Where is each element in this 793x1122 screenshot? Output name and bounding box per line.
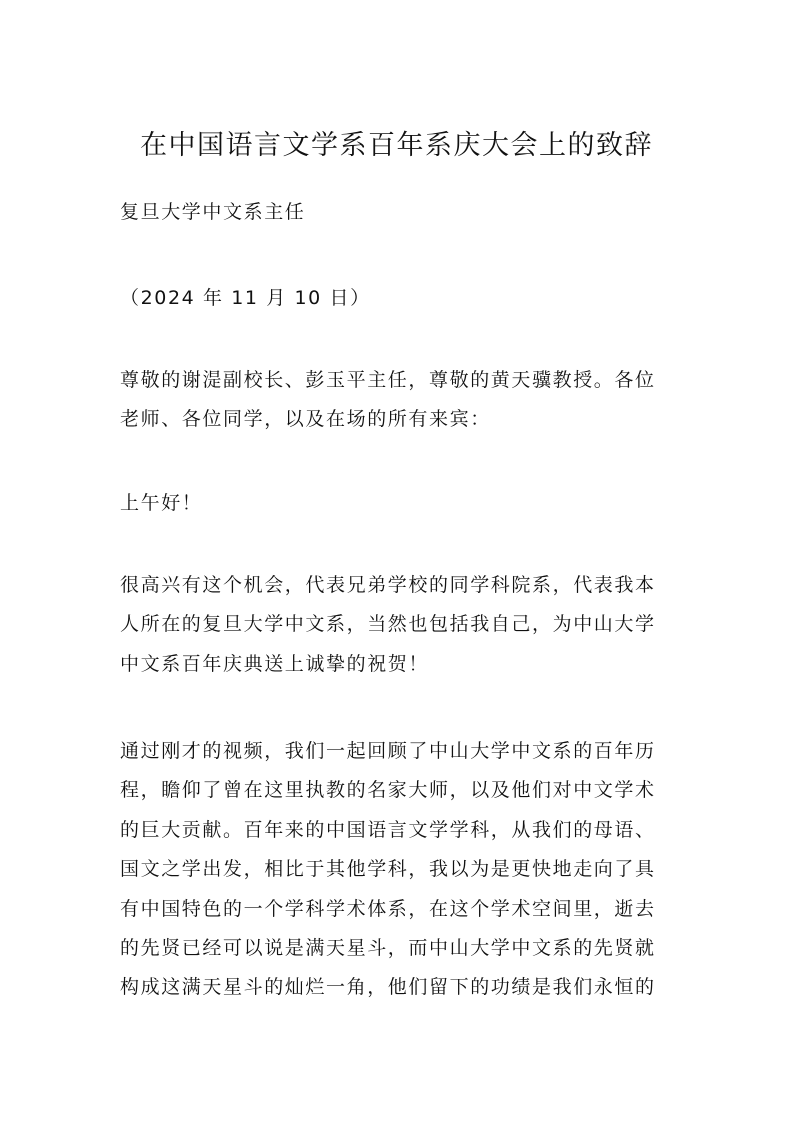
text-line: 构成这满天星斗的灿烂一角，他们留下的功绩是我们永恒的 (120, 976, 656, 999)
salutation-paragraph (120, 361, 680, 440)
text-line: 很高兴有这个机会，代表兄弟学校的同学科院系，代表我本 (120, 574, 656, 596)
text-line: 有中国特色的一个学科学术体系，在这个学术空间里，逝去 (120, 897, 656, 920)
history-paragraph (120, 732, 680, 1008)
text-line: 的巨大贡献。百年来的中国语言文学学科，从我们的母语、 (120, 818, 656, 841)
text-line: 程，瞻仰了曾在这里执教的名家大师，以及他们对中文学术 (120, 779, 656, 802)
text-line: 尊敬的谢湜副校长、彭玉平主任，尊敬的黄天骥教授。各位 (120, 369, 656, 391)
greeting-paragraph: 上午好！ (120, 492, 203, 514)
text-line: 中文系百年庆典送上诚挚的祝贺！ (120, 652, 430, 675)
congratulation-paragraph (120, 566, 680, 684)
speaker-affiliation: 复旦大学中文系主任 (120, 201, 306, 223)
document-title: 在中国语言文学系百年系庆大会上的致辞 (140, 130, 653, 161)
text-line: 国文之学出发，相比于其他学科，我以为是更快地走向了具 (120, 858, 656, 881)
text-line: 人所在的复旦大学中文系，当然也包括我自己，为中山大学 (120, 613, 656, 636)
speech-date: （2024 年 11 月 10 日） (120, 287, 371, 309)
text-line: 老师、各位同学，以及在场的所有来宾： (120, 408, 491, 431)
text-line: 通过刚才的视频，我们一起回顾了中山大学中文系的百年历 (120, 740, 656, 762)
text-line: 的先贤已经可以说是满天星斗，而中山大学中文系的先贤就 (120, 937, 656, 960)
